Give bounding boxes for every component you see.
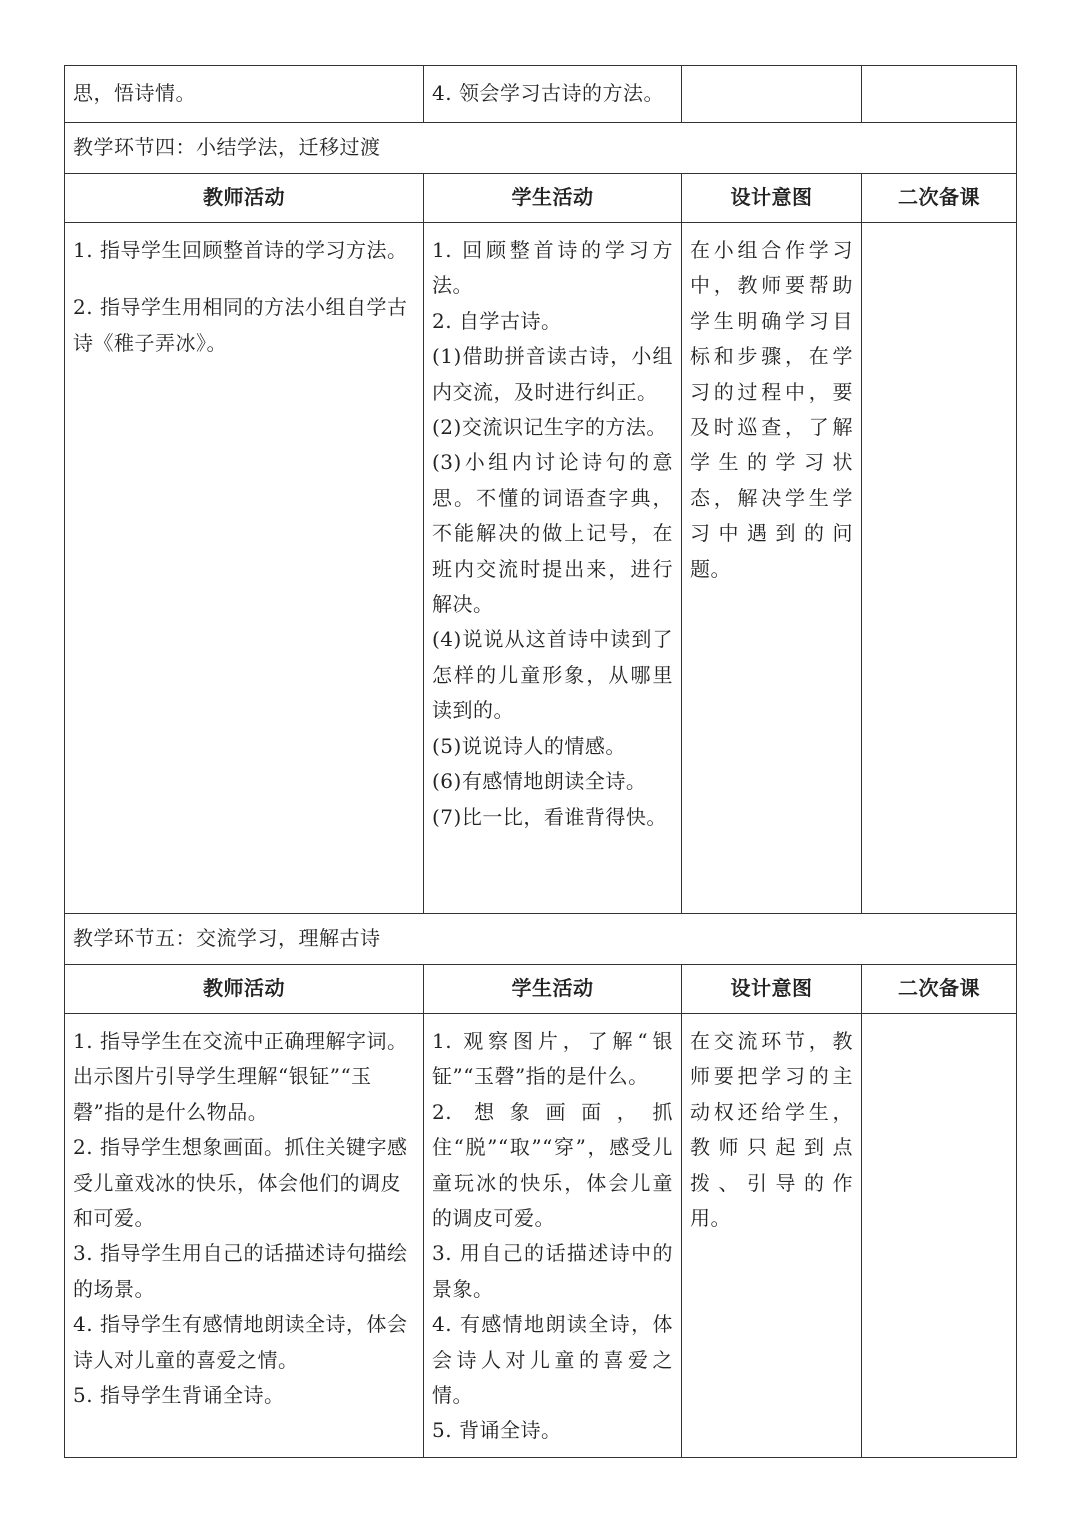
section4-header-row [65, 174, 1017, 223]
section4-student-item: (7)比一比，看谁背得快。 [432, 804, 667, 829]
section5-intent-cell: 在交流环节，教师要把学习的主动权还给学生，教师只起到点拨、引导的作用。 [682, 1014, 862, 1458]
section4-second-cell [862, 223, 1017, 914]
section4-header-teacher: 教师活动 [65, 174, 424, 223]
continuation-teacher-cell: 思，悟诗情。 [65, 66, 424, 123]
section5-student-item: 2. 想象画面，抓住“脱”“取”“穿”，感受儿童玩冰的快乐，体会儿童的调皮可爱。 [432, 1099, 673, 1231]
section5-header-second: 二次备课 [862, 965, 1017, 1014]
section5-student-item: 3. 用自己的话描述诗中的景象。 [432, 1241, 673, 1301]
section5-teacher-item: 4. 指导学生有感情地朗读全诗，体会诗人对儿童的喜爱之情。 [73, 1312, 408, 1372]
section5-teacher-item: 3. 指导学生用自己的话描述诗句描绘的场景。 [73, 1241, 408, 1301]
continuation-student-cell: 4. 领会学习古诗的方法。 [424, 66, 682, 123]
section4-student-item: (2)交流识记生字的方法。 [432, 415, 667, 440]
section4-header-student: 学生活动 [424, 174, 682, 223]
section4-header-second: 二次备课 [862, 174, 1017, 223]
section4-student-item: (5)说说诗人的情感。 [432, 733, 626, 758]
section4-title: 教学环节四：小结学法，迁移过渡 [65, 123, 1017, 174]
section5-title-row [65, 914, 1017, 965]
section4-teacher-item: 1. 指导学生回顾整首诗的学习方法。 [73, 238, 408, 262]
section4-teacher-item: 2. 指导学生用相同的方法小组自学古诗《稚子弄冰》。 [73, 295, 408, 355]
section4-student-item: (1)借助拼音读古诗，小组内交流，及时进行纠正。 [432, 344, 673, 404]
section5-teacher-item: 1. 指导学生在交流中正确理解字词。出示图片引导学生理解“银钲”“玉磬”指的是什么物品。 [73, 1029, 408, 1124]
lesson-plan-table [64, 65, 1017, 1458]
section4-teacher-cell [65, 223, 424, 914]
section5-teacher-cell [65, 1014, 424, 1458]
section4-student-item: 2. 自学古诗。 [432, 308, 562, 333]
section5-student-cell [424, 1014, 682, 1458]
section4-student-cell [424, 223, 682, 914]
section5-second-cell [862, 1014, 1017, 1458]
continuation-second-cell [862, 66, 1017, 123]
section5-teacher-item: 5. 指导学生背诵全诗。 [73, 1383, 285, 1408]
section4-student-item: 1. 回顾整首诗的学习方法。 [432, 238, 673, 298]
section4-header-intent: 设计意图 [682, 174, 862, 223]
continuation-row [65, 66, 1017, 123]
section5-header-student: 学生活动 [424, 965, 682, 1014]
section4-title-row [65, 123, 1017, 174]
section5-student-item: 4. 有感情地朗读全诗，体会诗人对儿童的喜爱之情。 [432, 1312, 673, 1408]
section5-teacher-item: 2. 指导学生想象画面。抓住关键字感受儿童戏冰的快乐，体会他们的调皮和可爱。 [73, 1135, 408, 1231]
section5-header-intent: 设计意图 [682, 965, 862, 1014]
section5-header-row [65, 965, 1017, 1014]
section5-content-row [65, 1014, 1017, 1458]
section5-student-item: 1. 观察图片，了解“银钲”“玉磬”指的是什么。 [432, 1029, 673, 1089]
section4-content-row [65, 223, 1017, 914]
section5-title: 教学环节五：交流学习，理解古诗 [65, 914, 1017, 965]
section4-intent-cell: 在小组合作学习中，教师要帮助学生明确学习目标和步骤，在学习的过程中，要及时巡查，了解学生的学习状态，解决学生学习中遇到的问题。 [682, 223, 862, 914]
section4-student-item: (6)有感情地朗读全诗。 [432, 769, 647, 794]
section4-student-item: (3)小组内讨论诗句的意思。不懂的词语查字典，不能解决的做上记号，在班内交流时提出来，进行解决。 [432, 450, 673, 617]
section5-header-teacher: 教师活动 [65, 965, 424, 1014]
continuation-intent-cell [682, 66, 862, 123]
section4-student-item: (4)说说从这首诗中读到了怎样的儿童形象，从哪里读到的。 [432, 627, 673, 723]
section5-student-item: 5. 背诵全诗。 [432, 1418, 562, 1443]
